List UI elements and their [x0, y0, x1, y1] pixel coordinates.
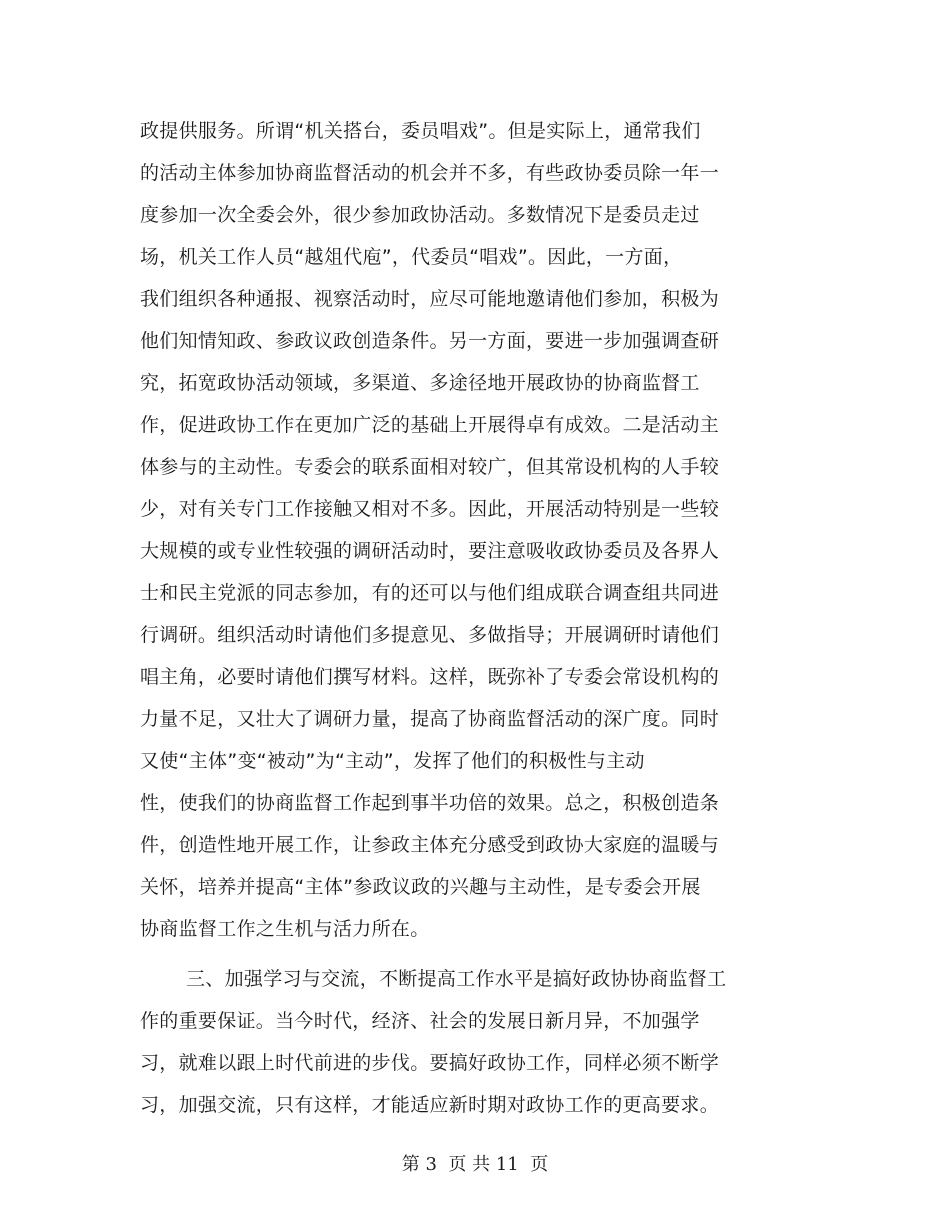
text-line: 又使“主体”变“被动”为“主动”，发挥了他们的积极性与主动: [140, 750, 645, 772]
page-number-label: 第 3 页 共 11 页: [401, 1154, 549, 1175]
text-line: 作的重要保证。当今时代，经济、社会的发展日新月异，不加强学: [140, 1010, 700, 1032]
text-line: 少，对有关专门工作接触又相对不多。因此，开展活动特别是一些较: [140, 498, 720, 520]
text-line: 性，使我们的协商监督工作起到事半功倍的效果。总之，积极创造条: [140, 792, 720, 814]
text-line: 他们知情知政、参政议政创造条件。另一方面，要进一步加强调查研: [140, 330, 720, 352]
text-line: 唱主角，必要时请他们撰写材料。这样，既弥补了专委会常设机构的: [140, 666, 720, 688]
text-line: 力量不足，又壮大了调研力量，提高了协商监督活动的深广度。同时: [140, 708, 720, 730]
text-line: 件，创造性地开展工作，让参政主体充分感受到政协大家庭的温暖与: [140, 834, 720, 856]
text-line: 我们组织各种通报、视察活动时，应尽可能地邀请他们参加，积极为: [140, 288, 720, 310]
text-line: 的活动主体参加协商监督活动的机会并不多，有些政协委员除一年一: [140, 162, 720, 184]
text-line: 习，加强交流，只有这样，才能适应新时期对政协工作的更高要求。: [140, 1094, 720, 1116]
paragraph-gap: [140, 950, 820, 958]
text-line: 习，就难以跟上时代前进的步伐。要搞好政协工作，同样必须不断学: [140, 1052, 720, 1074]
text-line: 体参与的主动性。专委会的联系面相对较广，但其常设机构的人手较: [140, 456, 720, 478]
paragraph-1: [140, 110, 820, 950]
text-line: 三、加强学习与交流，不断提高工作水平是搞好政协协商监督工: [186, 968, 727, 990]
text-line: 场，机关工作人员“越俎代庖”，代委员“唱戏”。因此，一方面，: [140, 246, 683, 268]
text-line: 行调研。组织活动时请他们多提意见、多做指导；开展调研时请他们: [140, 624, 720, 646]
text-line: 关怀，培养并提高“主体”参政议政的兴趣与主动性，是专委会开展: [140, 876, 701, 898]
text-line: 士和民主党派的同志参加，有的还可以与他们组成联合调查组共同进: [140, 582, 720, 604]
text-line: 作，促进政协工作在更加广泛的基础上开展得卓有成效。二是活动主: [140, 414, 720, 436]
text-line: 协商监督工作之生机与活力所在。: [140, 918, 430, 940]
text-line: 政提供服务。所谓“机关搭台，委员唱戏”。但是实际上，通常我们: [140, 120, 701, 142]
body-text: [140, 110, 820, 1126]
paragraph-2: [140, 958, 820, 1126]
text-line: 大规模的或专业性较强的调研活动时，要注意吸收政协委员及各界人: [140, 540, 720, 562]
page-footer: [0, 1150, 950, 1176]
text-line: 究，拓宽政协活动领域，多渠道、多途径地开展政协的协商监督工: [140, 372, 700, 394]
text-line: 度参加一次全委会外，很少参加政协活动。多数情况下是委员走过: [140, 204, 700, 226]
